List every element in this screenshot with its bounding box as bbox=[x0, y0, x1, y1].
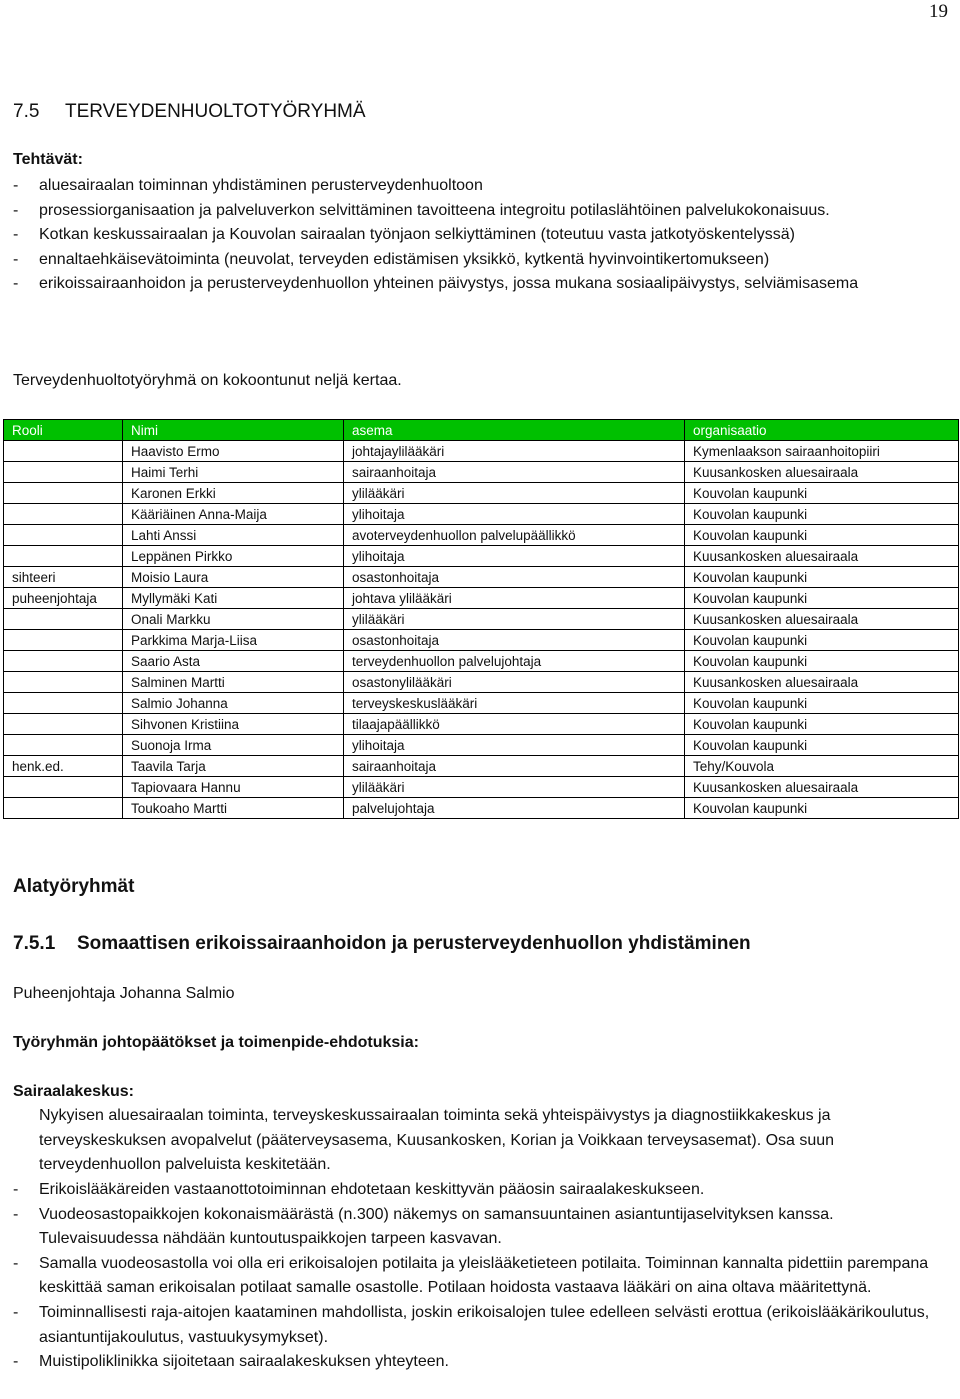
cell-nimi: Lahti Anssi bbox=[123, 525, 344, 546]
column-header-nimi: Nimi bbox=[123, 420, 344, 441]
cell-rooli bbox=[4, 735, 123, 756]
task-item: - ennaltaehkäisevätoiminta (neuvolat, terveyden edistämisen yksikkö, kytkentä hyvinvointikertomukseen) bbox=[13, 250, 770, 268]
cell-asema: terveyskeskuslääkäri bbox=[344, 693, 685, 714]
cell-organisaatio: Kuusankosken aluesairaala bbox=[685, 609, 959, 630]
cell-asema: ylihoitaja bbox=[344, 504, 685, 525]
cell-rooli bbox=[4, 609, 123, 630]
cell-asema: osastonhoitaja bbox=[344, 567, 685, 588]
task-item: - prosessiorganisaation ja palveluverkon selvittäminen tavoitteena integroitu potilaslähtöinen palvelukokonaisuus. bbox=[13, 201, 830, 219]
cell-organisaatio: Kuusankosken aluesairaala bbox=[685, 546, 959, 567]
cell-asema: terveydenhuollon palvelujohtaja bbox=[344, 651, 685, 672]
cell-rooli bbox=[4, 651, 123, 672]
table-row bbox=[4, 462, 959, 483]
subgroup-number: 7.5.1 bbox=[13, 933, 56, 954]
cell-asema: osastonhoitaja bbox=[344, 630, 685, 651]
cell-nimi: Salmio Johanna bbox=[123, 693, 344, 714]
table-row bbox=[4, 777, 959, 798]
cell-asema: ylihoitaja bbox=[344, 546, 685, 567]
cell-nimi: Onali Markku bbox=[123, 609, 344, 630]
cell-organisaatio: Kuusankosken aluesairaala bbox=[685, 672, 959, 693]
hospital-list bbox=[13, 1178, 948, 1375]
task-item: - aluesairaalan toiminnan yhdistäminen perusterveydenhuoltoon bbox=[13, 177, 483, 194]
task-item: - erikoissairaanhoidon ja perusterveydenhuollon yhteinen päivystys, jossa mukana sosiaalipäivystys, selviämisasema bbox=[13, 275, 859, 293]
table-row bbox=[4, 483, 959, 504]
subgroups-title: Alatyöryhmät bbox=[13, 876, 135, 897]
hospital-intro: Nykyisen aluesairaalan toiminta, terveyskeskussairaalan toiminta sekä yhteispäivystys ja diagnostiikkakeskus ja terveyskeskuksen avopalvelut (pääterveysasema, Kuusankosken, Korian ja Voikkaan terveysasemat). Osa suun terveydenhuollon palveluista keskitetään. bbox=[39, 1107, 835, 1174]
cell-asema: ylilääkäri bbox=[344, 609, 685, 630]
cell-nimi: Haavisto Ermo bbox=[123, 441, 344, 462]
table-row bbox=[4, 672, 959, 693]
cell-organisaatio: Kuusankosken aluesairaala bbox=[685, 777, 959, 798]
cell-asema: avoterveydenhuollon palvelupäällikkö bbox=[344, 525, 685, 546]
table-row bbox=[4, 756, 959, 777]
column-header-asema: asema bbox=[344, 420, 685, 441]
cell-asema: osastonylilääkäri bbox=[344, 672, 685, 693]
table-body bbox=[4, 441, 959, 819]
cell-asema: johtava ylilääkäri bbox=[344, 588, 685, 609]
cell-asema: johtajaylilääkäri bbox=[344, 441, 685, 462]
column-header-organisaatio: organisaatio bbox=[685, 420, 959, 441]
cell-rooli bbox=[4, 546, 123, 567]
subgroup-title: Somaattisen erikoissairaanhoidon ja perusterveydenhuollon yhdistäminen bbox=[77, 933, 751, 954]
cell-asema: sairaanhoitaja bbox=[344, 756, 685, 777]
decisions-label: Työryhmän johtopäätökset ja toimenpide-ehdotuksia: bbox=[13, 1034, 419, 1051]
table-row bbox=[4, 693, 959, 714]
table-row bbox=[4, 546, 959, 567]
cell-organisaatio: Kouvolan kaupunki bbox=[685, 798, 959, 819]
cell-organisaatio: Kouvolan kaupunki bbox=[685, 504, 959, 525]
table-row bbox=[4, 588, 959, 609]
cell-rooli bbox=[4, 777, 123, 798]
cell-organisaatio: Tehy/Kouvola bbox=[685, 756, 959, 777]
table-row bbox=[4, 504, 959, 525]
cell-nimi: Toukoaho Martti bbox=[123, 798, 344, 819]
cell-rooli: sihteeri bbox=[4, 567, 123, 588]
cell-nimi: Leppänen Pirkko bbox=[123, 546, 344, 567]
section-heading bbox=[13, 101, 366, 123]
hospital-item: - Muistipoliklinikka sijoitetaan sairaalakeskuksen yhteyteen. bbox=[13, 1353, 449, 1371]
section-number: 7.5 bbox=[13, 101, 40, 122]
cell-organisaatio: Kuusankosken aluesairaala bbox=[685, 462, 959, 483]
cell-organisaatio: Kouvolan kaupunki bbox=[685, 567, 959, 588]
table-row bbox=[4, 441, 959, 462]
cell-rooli bbox=[4, 483, 123, 504]
table-row bbox=[4, 798, 959, 819]
column-header-rooli: Rooli bbox=[4, 420, 123, 441]
cell-organisaatio: Kouvolan kaupunki bbox=[685, 588, 959, 609]
hospital-item: - Vuodeosastopaikkojen kokonaismäärästä (n.300) näkemys on samansuuntainen asiantuntijaselvityksen kanssa. Tulevaisuudessa nähdään kuntoutuspaikkojen tarpeen kasvavan. bbox=[13, 1205, 834, 1248]
cell-organisaatio: Kouvolan kaupunki bbox=[685, 525, 959, 546]
table-row bbox=[4, 525, 959, 546]
section-title: TERVEYDENHUOLTOTYÖRYHMÄ bbox=[65, 101, 366, 122]
table-row bbox=[4, 735, 959, 756]
cell-nimi: Sihvonen Kristiina bbox=[123, 714, 344, 735]
cell-rooli bbox=[4, 441, 123, 462]
hospital-item: - Toiminnallisesti raja-aitojen kaataminen mahdollista, joskin erikoisalojen tulee edelleen selvästi erottua (erikoislääkärikoulutus, asiantuntijakoulutus, vastuukysymykset). bbox=[13, 1303, 930, 1346]
task-item: - Kotkan keskussairaalan ja Kouvolan sairaalan työnjaon selkiyttäminen (toteutuu vasta jatkotyöskentelyssä) bbox=[13, 226, 795, 244]
members-table bbox=[3, 419, 959, 819]
cell-asema: ylilääkäri bbox=[344, 777, 685, 798]
cell-rooli bbox=[4, 630, 123, 651]
cell-organisaatio: Kouvolan kaupunki bbox=[685, 630, 959, 651]
cell-nimi: Myllymäki Kati bbox=[123, 588, 344, 609]
cell-rooli bbox=[4, 693, 123, 714]
cell-rooli bbox=[4, 672, 123, 693]
cell-nimi: Karonen Erkki bbox=[123, 483, 344, 504]
cell-nimi: Haimi Terhi bbox=[123, 462, 344, 483]
cell-organisaatio: Kouvolan kaupunki bbox=[685, 651, 959, 672]
cell-nimi: Salminen Martti bbox=[123, 672, 344, 693]
cell-organisaatio: Kouvolan kaupunki bbox=[685, 735, 959, 756]
tasks-list bbox=[13, 174, 913, 297]
cell-rooli bbox=[4, 462, 123, 483]
cell-asema: palvelujohtaja bbox=[344, 798, 685, 819]
table-row bbox=[4, 567, 959, 588]
cell-nimi: Parkkima Marja-Liisa bbox=[123, 630, 344, 651]
cell-asema: ylilääkäri bbox=[344, 483, 685, 504]
cell-rooli bbox=[4, 525, 123, 546]
cell-organisaatio: Kouvolan kaupunki bbox=[685, 714, 959, 735]
hospital-item: - Erikoislääkäreiden vastaanottotoiminnan ehdotetaan keskittyvän pääosin sairaalakeskukseen. bbox=[13, 1181, 705, 1198]
meetings-text: Terveydenhuoltotyöryhmä on kokoontunut neljä kertaa. bbox=[13, 372, 402, 389]
chair-text: Puheenjohtaja Johanna Salmio bbox=[13, 985, 235, 1002]
table-row bbox=[4, 714, 959, 735]
cell-rooli: puheenjohtaja bbox=[4, 588, 123, 609]
table-row bbox=[4, 630, 959, 651]
table-row bbox=[4, 609, 959, 630]
cell-asema: sairaanhoitaja bbox=[344, 462, 685, 483]
cell-rooli bbox=[4, 714, 123, 735]
cell-rooli: henk.ed. bbox=[4, 756, 123, 777]
cell-nimi: Taavila Tarja bbox=[123, 756, 344, 777]
cell-organisaatio: Kouvolan kaupunki bbox=[685, 693, 959, 714]
subgroup-heading bbox=[13, 933, 751, 955]
cell-organisaatio: Kymenlaakson sairaanhoitopiiri bbox=[685, 441, 959, 462]
hospital-label: Sairaalakeskus: bbox=[13, 1083, 134, 1100]
cell-nimi: Kääriäinen Anna-Maija bbox=[123, 504, 344, 525]
cell-rooli bbox=[4, 504, 123, 525]
table-header-row bbox=[4, 420, 959, 441]
tasks-label: Tehtävät: bbox=[13, 151, 83, 168]
page-number: 19 bbox=[929, 1, 948, 22]
cell-nimi: Suonoja Irma bbox=[123, 735, 344, 756]
cell-organisaatio: Kouvolan kaupunki bbox=[685, 483, 959, 504]
cell-nimi: Tapiovaara Hannu bbox=[123, 777, 344, 798]
table-row bbox=[4, 651, 959, 672]
cell-asema: ylihoitaja bbox=[344, 735, 685, 756]
cell-nimi: Saario Asta bbox=[123, 651, 344, 672]
cell-asema: tilaajapäällikkö bbox=[344, 714, 685, 735]
cell-nimi: Moisio Laura bbox=[123, 567, 344, 588]
cell-rooli bbox=[4, 798, 123, 819]
hospital-item: - Samalla vuodeosastolla voi olla eri erikoisalojen potilaita ja yleislääketieteen potilaita. Toiminnan kannalta pidettiin parempana keskittää saman erikoisalan potilaat samalle osastolle. Potilaan hoidosta vastaava lääkäri on aina oltava määritettynä. bbox=[13, 1254, 929, 1297]
